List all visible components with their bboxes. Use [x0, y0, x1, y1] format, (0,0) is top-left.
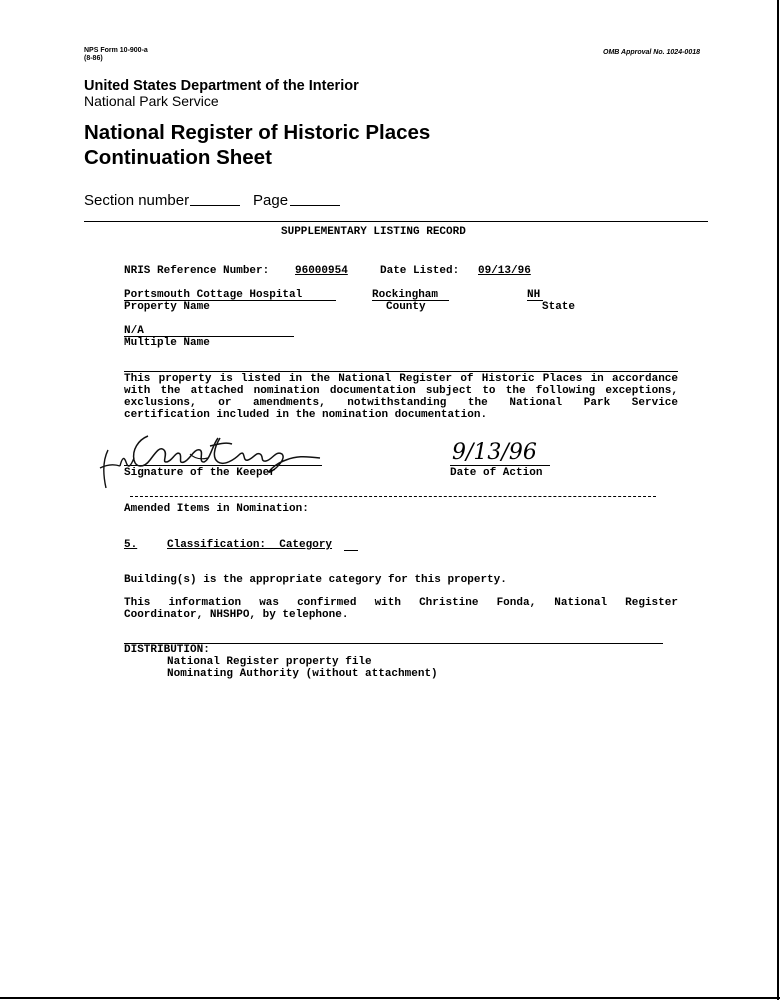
header-rule [84, 221, 708, 222]
body-word: confirmed [297, 597, 357, 609]
body-word: was [259, 597, 279, 609]
nris-value: 96000954 [295, 265, 348, 277]
state-label: State [542, 301, 576, 313]
page-border-right [777, 0, 779, 1000]
handwritten-date: 9/13/96 [452, 440, 537, 465]
state-underline [527, 300, 543, 301]
distribution-item: Nominating Authority (without attachment) [167, 668, 438, 680]
body-word: Fonda, [496, 597, 537, 609]
section-number-label: Section number [84, 192, 190, 209]
dashed-separator [130, 496, 656, 497]
agency-name: National Park Service [84, 93, 219, 109]
keeper-signature [90, 428, 330, 498]
body-word: This [124, 597, 151, 609]
form-number: NPS Form 10-900-a [84, 47, 148, 54]
page-label: Page [253, 192, 289, 209]
form-title-line2: Continuation Sheet [84, 146, 272, 169]
property-name-value: Portsmouth Cottage Hospital [124, 289, 303, 301]
record-heading: SUPPLEMENTARY LISTING RECORD [281, 226, 466, 238]
date-of-action-line [450, 465, 550, 466]
body-line-2 [124, 597, 678, 609]
page-border-bottom [0, 997, 780, 999]
body-line-1: Building(s) is the appropriate category for this property. [124, 574, 507, 586]
signature-label: Signature of the Keeper [124, 467, 276, 479]
form-title-line1: National Register of Historic Places [84, 121, 431, 144]
state-value: NH [527, 289, 541, 301]
item-title-underline-tail [344, 550, 358, 551]
body-word: Register [625, 597, 678, 609]
body-line-3: Coordinator, NHSHPO, by telephone. [124, 609, 349, 621]
department-name: United States Department of the Interior [84, 78, 359, 94]
body-word: with [374, 597, 401, 609]
body-word: information [168, 597, 242, 609]
page-number-blank [290, 205, 340, 206]
date-listed-value: 09/13/96 [478, 265, 531, 277]
body-word: Christine [419, 597, 479, 609]
amended-items-label: Amended Items in Nomination: [124, 503, 309, 515]
statement-line-3: exclusions, or amendments, notwithstanding the National Park Service [124, 397, 678, 409]
multiple-name-label: Multiple Name [124, 337, 210, 349]
body-word: National [554, 597, 608, 609]
date-listed-label: Date Listed: [380, 265, 460, 277]
statement-line-2: with the attached nomination documentation subject to the following exceptions, [124, 385, 678, 397]
item-title: Classification: Category [167, 539, 333, 551]
property-name-label: Property Name [124, 301, 210, 313]
omb-approval: OMB Approval No. 1024-0018 [603, 49, 700, 56]
statement-top-rule [124, 371, 678, 372]
date-of-action-label: Date of Action [450, 467, 543, 479]
form-date: (8-86) [84, 55, 103, 62]
section-number-blank [190, 205, 240, 206]
statement-line-4: certification included in the nomination documentation. [124, 409, 488, 421]
statement-line-1: This property is listed in the National Register of Historic Places in accordance [124, 373, 678, 385]
distribution-item: National Register property file [167, 656, 372, 668]
county-label: County [386, 301, 426, 313]
item-number: 5. [124, 539, 138, 551]
county-value: Rockingham [372, 289, 439, 301]
nris-label: NRIS Reference Number: [124, 265, 270, 277]
multiple-name-value: N/A [124, 325, 144, 337]
distribution-label: DISTRIBUTION: [124, 644, 210, 656]
